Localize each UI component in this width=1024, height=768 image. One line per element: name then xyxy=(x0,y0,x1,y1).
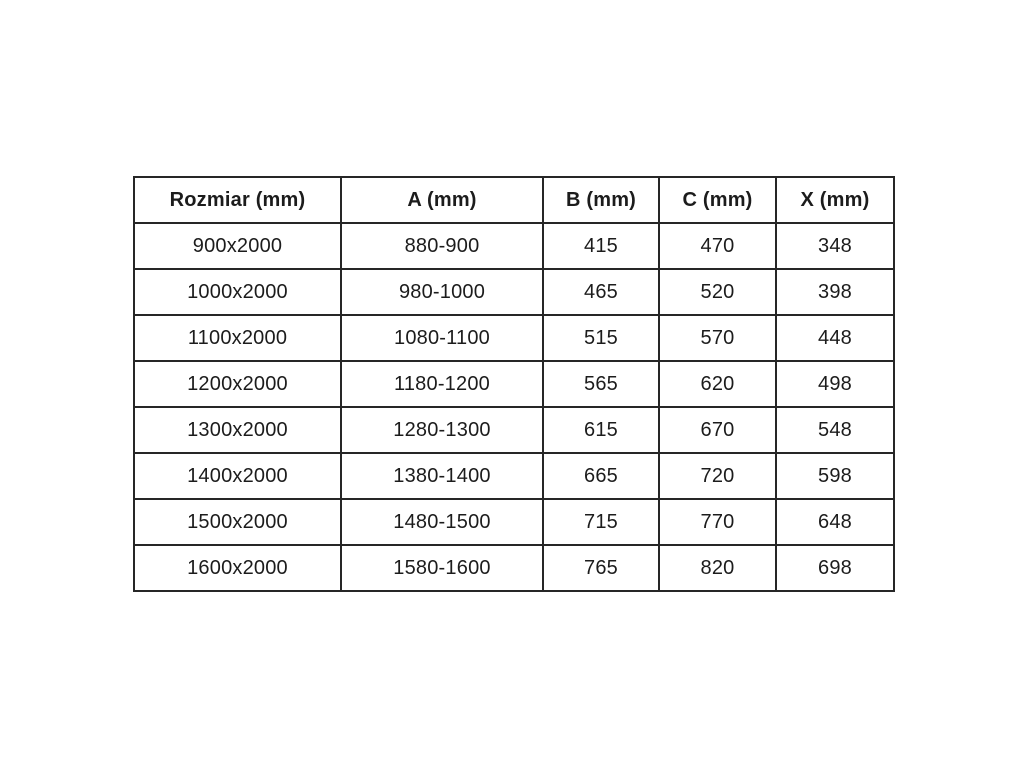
table-cell: 520 xyxy=(659,269,776,315)
table-cell: 565 xyxy=(543,361,659,407)
table-row xyxy=(134,315,894,361)
table-cell: 820 xyxy=(659,545,776,591)
table-cell: 1480-1500 xyxy=(341,499,543,545)
table-row xyxy=(134,453,894,499)
table-cell: 498 xyxy=(776,361,894,407)
table-cell: 470 xyxy=(659,223,776,269)
table-cell: 665 xyxy=(543,453,659,499)
table-cell: 720 xyxy=(659,453,776,499)
column-header-b: B (mm) xyxy=(543,177,659,223)
table-cell: 1380-1400 xyxy=(341,453,543,499)
table-cell: 880-900 xyxy=(341,223,543,269)
table-cell: 1200x2000 xyxy=(134,361,341,407)
table-cell: 1580-1600 xyxy=(341,545,543,591)
table-cell: 1300x2000 xyxy=(134,407,341,453)
table-row xyxy=(134,499,894,545)
table-cell: 1100x2000 xyxy=(134,315,341,361)
table-body xyxy=(134,223,894,591)
table-cell: 615 xyxy=(543,407,659,453)
table-cell: 348 xyxy=(776,223,894,269)
size-table xyxy=(133,176,895,592)
table-cell: 770 xyxy=(659,499,776,545)
table-cell: 415 xyxy=(543,223,659,269)
table-cell: 1280-1300 xyxy=(341,407,543,453)
header-row xyxy=(134,177,894,223)
table-row xyxy=(134,361,894,407)
table-cell: 900x2000 xyxy=(134,223,341,269)
table-cell: 698 xyxy=(776,545,894,591)
table-cell: 548 xyxy=(776,407,894,453)
table-cell: 980-1000 xyxy=(341,269,543,315)
table-cell: 670 xyxy=(659,407,776,453)
table-row xyxy=(134,407,894,453)
table-row xyxy=(134,223,894,269)
table-row xyxy=(134,545,894,591)
table-cell: 1400x2000 xyxy=(134,453,341,499)
table-cell: 598 xyxy=(776,453,894,499)
column-header-c: C (mm) xyxy=(659,177,776,223)
column-header-rozmiar: Rozmiar (mm) xyxy=(134,177,341,223)
column-header-x: X (mm) xyxy=(776,177,894,223)
table-cell: 715 xyxy=(543,499,659,545)
table-cell: 465 xyxy=(543,269,659,315)
table-cell: 1500x2000 xyxy=(134,499,341,545)
table-cell: 620 xyxy=(659,361,776,407)
table-cell: 1000x2000 xyxy=(134,269,341,315)
table-cell: 1600x2000 xyxy=(134,545,341,591)
table-cell: 570 xyxy=(659,315,776,361)
table-cell: 398 xyxy=(776,269,894,315)
table-cell: 765 xyxy=(543,545,659,591)
column-header-a: A (mm) xyxy=(341,177,543,223)
table-row xyxy=(134,269,894,315)
table-cell: 1080-1100 xyxy=(341,315,543,361)
table-cell: 648 xyxy=(776,499,894,545)
table-cell: 515 xyxy=(543,315,659,361)
table-cell: 448 xyxy=(776,315,894,361)
table-cell: 1180-1200 xyxy=(341,361,543,407)
